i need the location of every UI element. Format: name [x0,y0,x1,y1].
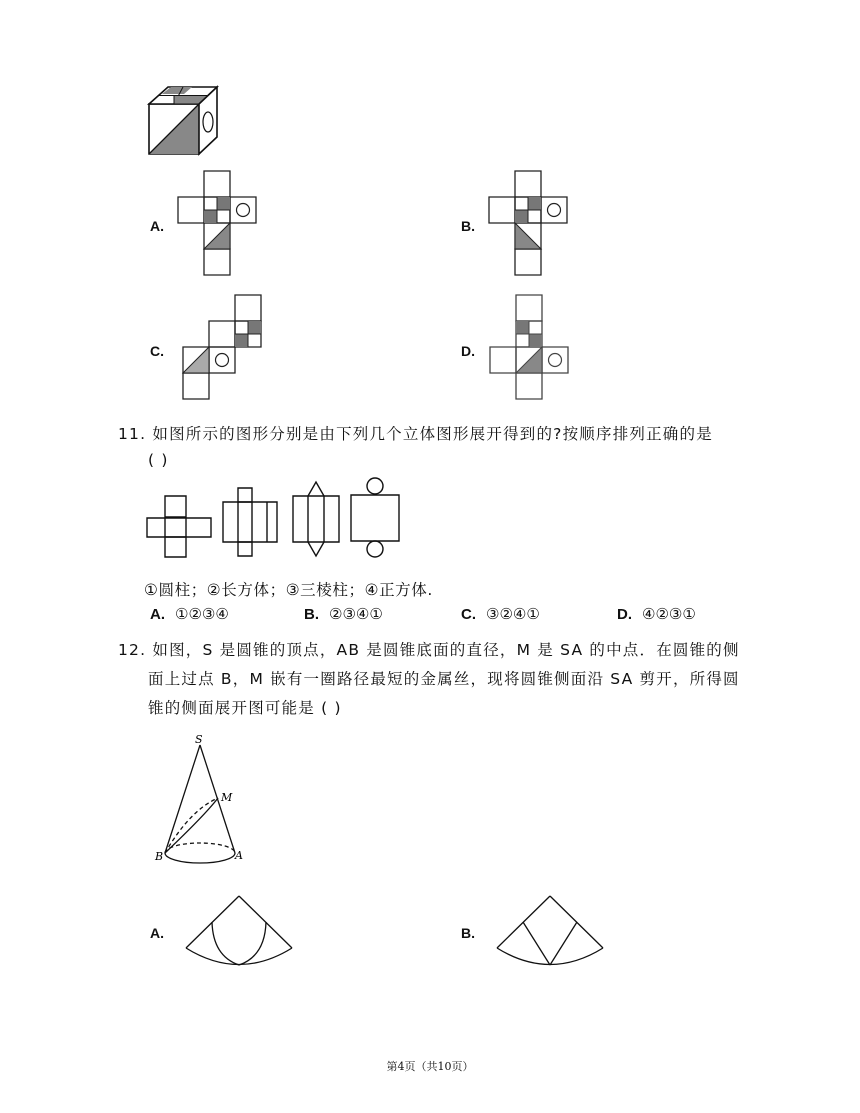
q10-cube-figure [146,85,220,157]
q11-stem-line1: 11. 如图所示的图形分别是由下列几个立体图形展开得到的?按顺序排列正确的是 [118,425,713,443]
cone-label-m: M [221,791,233,804]
q12-option-a-sector[interactable] [183,893,295,973]
q10-option-b-net[interactable] [487,169,569,279]
page-footer: 第4页（共10页） [386,1060,474,1073]
q12-option-b-sector[interactable] [494,893,606,973]
q12-stem-line1: 12. 如图，S 是圆锥的顶点，AB 是圆锥底面的直径，M 是 SA 的中点．在圆锥的侧 [118,641,740,659]
q11-solids-list: ①圆柱；②长方体；③三棱柱；④正方体. [144,581,433,599]
q12-stem-line3: 锥的侧面展开图可能是 ( ) [148,699,342,717]
q11-option-a[interactable]: A. ①②③④ [150,605,229,623]
q11-nets-figure [145,476,407,560]
q11-stem-line2: ( ) [148,451,169,469]
q12-option-a-label[interactable]: A. [150,925,164,941]
q12-stem-line2: 面上过点 B，M 嵌有一圈路径最短的金属丝，现将圆锥侧面沿 SA 剪开，所得圆 [148,670,740,688]
cone-label-s: S [195,733,203,746]
q10-option-a-net[interactable] [176,169,258,279]
q11-option-c[interactable]: C. ③②④① [461,605,540,623]
q10-option-c-net[interactable] [180,293,264,403]
q10-option-a-label[interactable]: A. [150,218,164,234]
q11-option-b[interactable]: B. ②③④① [304,605,383,623]
q11-option-d[interactable]: D. ④②③① [617,605,696,623]
q10-option-b-label[interactable]: B. [461,218,475,234]
q12-option-b-label[interactable]: B. [461,925,475,941]
q10-option-d-net[interactable] [487,293,571,403]
q10-option-c-label[interactable]: C. [150,343,164,359]
q12-cone-figure [150,730,260,880]
cone-label-b: B [155,850,164,863]
q10-option-d-label[interactable]: D. [461,343,475,359]
cone-label-a: A [235,849,243,862]
